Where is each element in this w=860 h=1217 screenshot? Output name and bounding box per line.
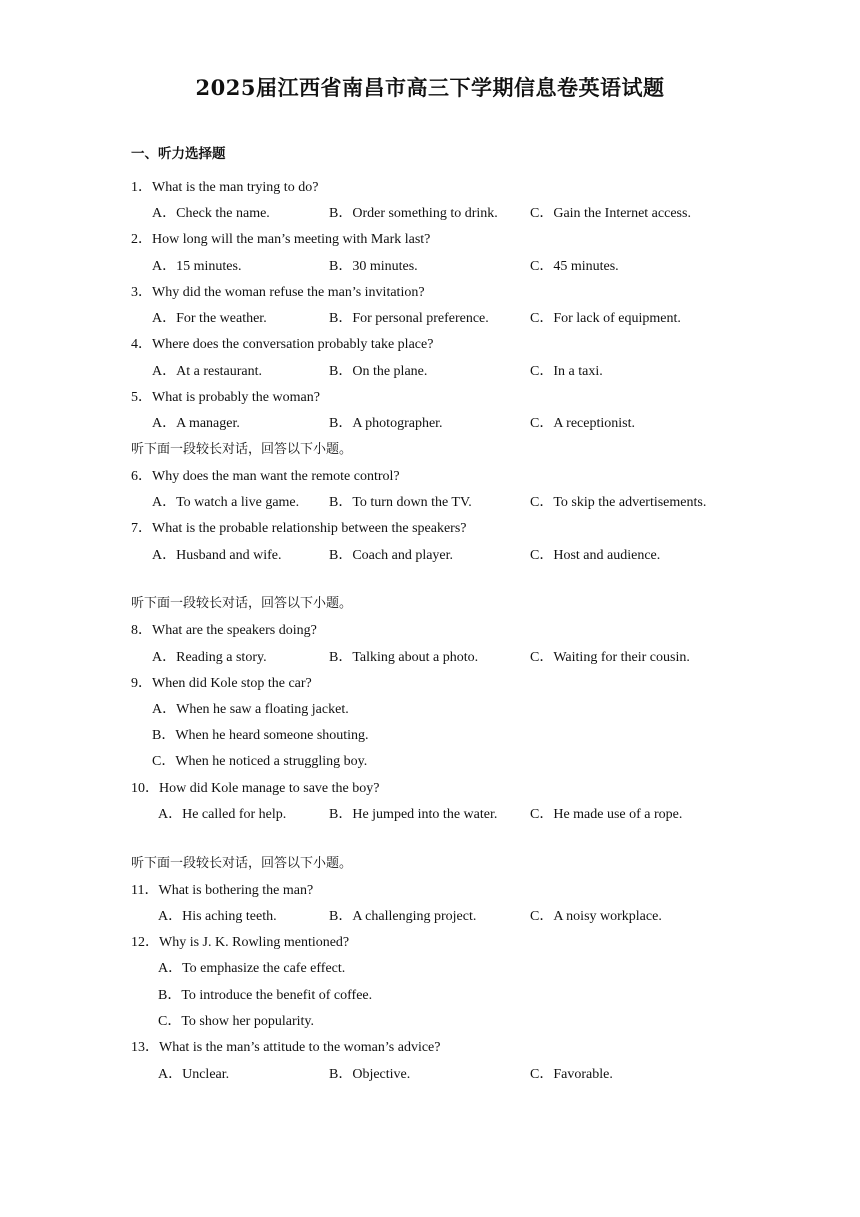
q6-option-c: C．To skip the advertisements. — [530, 495, 707, 510]
q3-option-b: B．For personal preference. — [329, 311, 489, 326]
question-2: 2．How long will the man’s meeting with Mark last? — [131, 232, 431, 247]
q8-option-c: C．Waiting for their cousin. — [530, 650, 690, 665]
question-8: 8．What are the speakers doing? — [131, 623, 317, 638]
q8-option-b: B．Talking about a photo. — [329, 650, 479, 665]
q13-option-c: C．Favorable. — [530, 1067, 613, 1082]
q12-option-b: B．To introduce the benefit of coffee. — [158, 988, 373, 1003]
q1-option-b: B．Order something to drink. — [329, 206, 498, 221]
q11-option-c: C．A noisy workplace. — [530, 909, 662, 924]
q7-option-a: A．Husband and wife. — [152, 548, 282, 563]
q5-option-c: C．A receptionist. — [530, 416, 635, 431]
q6-option-a: A．To watch a live game. — [152, 495, 300, 510]
q8-option-a: A．Reading a story. — [152, 650, 267, 665]
q7-option-b: B．Coach and player. — [329, 548, 454, 563]
q4-option-b: B．On the plane. — [329, 364, 428, 379]
q3-option-c: C．For lack of equipment. — [530, 311, 681, 326]
q12-option-c: C．To show her popularity. — [158, 1014, 314, 1029]
q5-option-a: A．A manager. — [152, 416, 240, 431]
q9-option-b: B．When he heard someone shouting. — [152, 728, 369, 743]
q2-option-a: A．15 minutes. — [152, 259, 242, 274]
instruction-2: 听下面一段较长对话，回答以下小题。 — [131, 596, 353, 611]
q11-option-a: A．His aching teeth. — [158, 909, 277, 924]
q11-option-b: B．A challenging project. — [329, 909, 477, 924]
question-7: 7．What is the probable relationship between the speakers? — [131, 521, 467, 536]
q7-option-c: C．Host and audience. — [530, 548, 661, 563]
q4-option-a: A．At a restaurant. — [152, 364, 263, 379]
page-title: 2025届江西省南昌市高三下学期信息卷英语试题 — [195, 75, 665, 100]
q4-option-c: C．In a taxi. — [530, 364, 603, 379]
q5-option-b: B．A photographer. — [329, 416, 443, 431]
q1-option-c: C．Gain the Internet access. — [530, 206, 691, 221]
q9-option-c: C．When he noticed a struggling boy. — [152, 754, 368, 769]
q6-option-b: B．To turn down the TV. — [329, 495, 472, 510]
instruction-3: 听下面一段较长对话，回答以下小题。 — [131, 856, 353, 871]
question-12: 12．Why is J. K. Rowling mentioned? — [131, 935, 350, 950]
question-9: 9．When did Kole stop the car? — [131, 676, 312, 691]
question-3: 3．Why did the woman refuse the man’s invitation? — [131, 285, 425, 300]
question-4: 4．Where does the conversation probably take place? — [131, 337, 434, 352]
question-5: 5．What is probably the woman? — [131, 390, 320, 405]
q2-option-c: C．45 minutes. — [530, 259, 619, 274]
q13-option-b: B．Objective. — [329, 1067, 411, 1082]
question-11: 11．What is bothering the man? — [131, 883, 314, 898]
q2-option-b: B．30 minutes. — [329, 259, 418, 274]
q10-option-c: C．He made use of a rope. — [530, 807, 683, 822]
instruction-1: 听下面一段较长对话，回答以下小题。 — [131, 442, 353, 457]
question-1: 1．What is the man trying to do? — [131, 180, 319, 195]
section-heading: 一、听力选择题 — [131, 146, 226, 162]
q9-option-a: A．When he saw a floating jacket. — [152, 702, 349, 717]
q3-option-a: A．For the weather. — [152, 311, 267, 326]
q10-option-b: B．He jumped into the water. — [329, 807, 498, 822]
q1-option-a: A．Check the name. — [152, 206, 270, 221]
q12-option-a: A．To emphasize the cafe effect. — [158, 961, 346, 976]
q13-option-a: A．Unclear. — [158, 1067, 230, 1082]
question-13: 13．What is the man’s attitude to the woman’s advice? — [131, 1040, 441, 1055]
question-10: 10．How did Kole manage to save the boy? — [131, 781, 380, 796]
q10-option-a: A．He called for help. — [158, 807, 287, 822]
question-6: 6．Why does the man want the remote control? — [131, 469, 400, 484]
